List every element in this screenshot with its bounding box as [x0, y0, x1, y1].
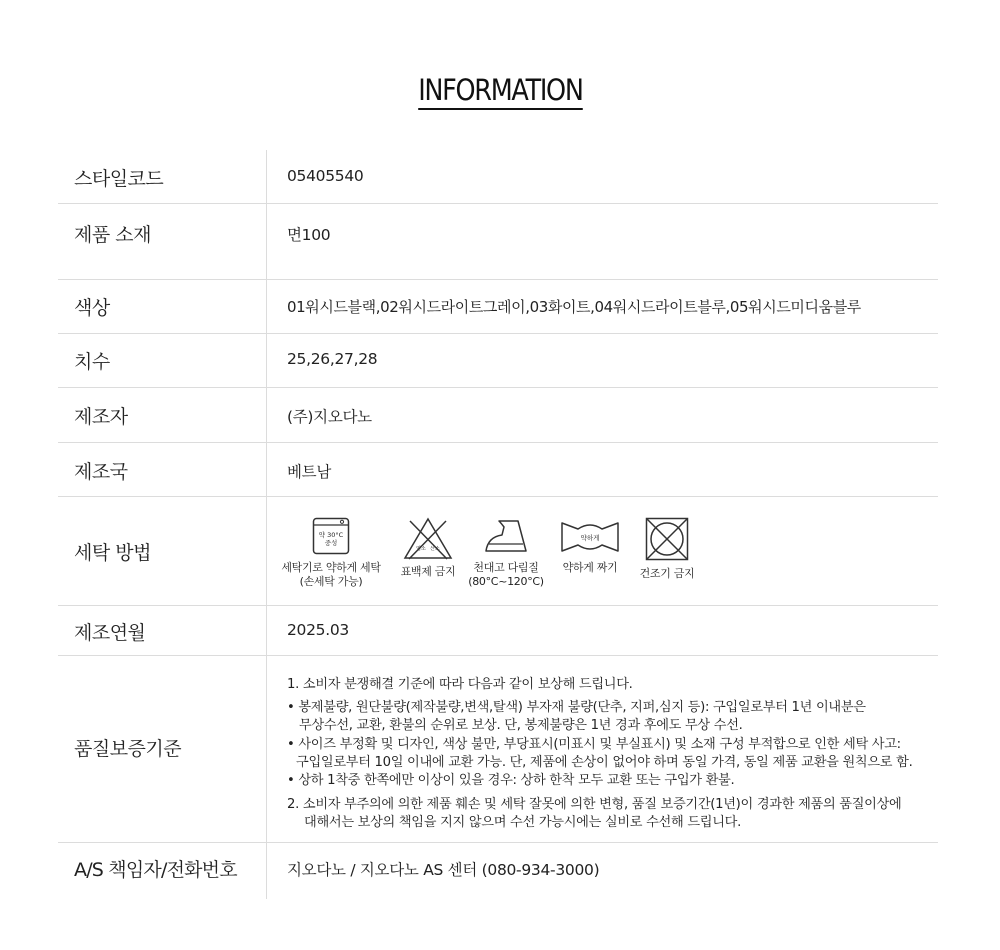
row-date — [58, 606, 938, 656]
row-as — [58, 843, 938, 905]
svg-text:중성: 중성 — [324, 539, 338, 547]
bleach-caption-1: 표백제 금지 — [400, 565, 456, 578]
date-value: 2025.03 — [287, 621, 349, 639]
size-value: 25,26,27,28 — [287, 350, 378, 368]
as-value: 지오다노 / 지오다노 AS 센터 (080-934-3000) — [287, 861, 600, 879]
row-style-code — [58, 150, 938, 204]
row-washing — [58, 497, 938, 606]
country-label: 제조국 — [74, 461, 128, 483]
washing-label: 세탁 방법 — [74, 542, 151, 564]
quality-line: 대해서는 보상의 책임을 지지 않으며 수선 가능시에는 실비로 수선해 드립니다. — [304, 815, 741, 830]
svg-text:염소: 염소 — [416, 546, 426, 552]
iron-caption-1: 천대고 다림질 — [473, 561, 539, 574]
svg-text:산소: 산소 — [430, 546, 440, 552]
row-color — [58, 280, 938, 334]
row-maker — [58, 388, 938, 443]
no-tumble-dry-icon — [645, 517, 689, 561]
row-size — [58, 334, 938, 388]
row-quality — [58, 656, 938, 843]
quality-line: 구입일로부터 10일 이내에 교환 가능. 단, 제품에 손상이 없어야 하며 동일 가격, 동일 제품 교환을 원칙으로 함. — [296, 755, 913, 770]
maker-label: 제조자 — [74, 406, 128, 428]
wring-caption-1: 약하게 짜기 — [562, 561, 618, 574]
size-label: 치수 — [74, 351, 110, 373]
care-item-iron — [466, 515, 546, 589]
care-item-bleach — [386, 517, 470, 579]
style-code-label: 스타일코드 — [74, 168, 164, 190]
svg-text:약 30°C: 약 30°C — [318, 531, 344, 539]
country-value: 베트남 — [287, 463, 332, 481]
quality-label: 품질보증기준 — [74, 738, 182, 760]
color-label: 색상 — [74, 297, 110, 319]
row-country — [58, 443, 938, 497]
no-bleach-icon — [403, 517, 453, 561]
style-code-value: 05405540 — [287, 167, 364, 185]
color-value: 01워시드블랙,02워시드라이트그레이,03화이트,04워시드라이트블루,05워시드미디움블루 — [287, 298, 861, 316]
svg-text:약하게: 약하게 — [580, 534, 600, 542]
product-info-table — [58, 150, 938, 905]
wash-caption-2: (손세탁 가능) — [299, 575, 363, 588]
information-heading — [0, 72, 1000, 110]
quality-line: • 사이즈 부정확 및 디자인, 색상 불만, 부당표시(미표시 및 부실표시) 및 소재 구성 부적합으로 인한 세탁 사고: — [287, 737, 901, 752]
iron-caption-2: (80°C~120°C) — [468, 575, 544, 588]
quality-line: 2. 소비자 부주의에 의한 제품 훼손 및 세탁 잘못에 의한 변형, 품질 보증기간(1년)이 경과한 제품의 품질이상에 — [287, 797, 902, 812]
material-label: 제품 소재 — [74, 224, 151, 246]
quality-line: 1. 소비자 분쟁해결 기준에 따라 다음과 같이 보상해 드립니다. — [287, 677, 633, 692]
wash-tub-icon — [312, 517, 350, 555]
maker-value: (주)지오다노 — [287, 408, 372, 426]
quality-line: • 상하 1착중 한쪽에만 이상이 있을 경우: 상하 한착 모두 교환 또는 구입가 환불. — [287, 773, 735, 788]
wash-caption-1: 세탁기로 약하게 세탁 — [281, 561, 381, 574]
dryer-caption-1: 건조기 금지 — [639, 567, 695, 580]
date-label: 제조연월 — [74, 622, 146, 644]
care-item-dryer — [630, 517, 704, 581]
quality-line: • 봉제불량, 원단불량(제작불량,변색,탈색) 부자재 불량(단추, 지퍼,심지 등): 구입일로부터 1년 이내분은 — [287, 700, 866, 715]
wring-icon — [560, 519, 620, 555]
material-value: 면100 — [287, 226, 331, 244]
as-label: A/S 책임자/전화번호 — [74, 859, 237, 881]
row-material — [58, 204, 938, 280]
quality-line: 무상수선, 교환, 환불의 순위로 보상. 단, 봉제불량은 1년 경과 후에도 무상 수선. — [299, 718, 743, 733]
care-item-wash — [276, 517, 386, 589]
iron-icon — [484, 515, 528, 555]
care-item-wring — [548, 519, 632, 575]
page-title: INFORMATION — [418, 72, 582, 110]
